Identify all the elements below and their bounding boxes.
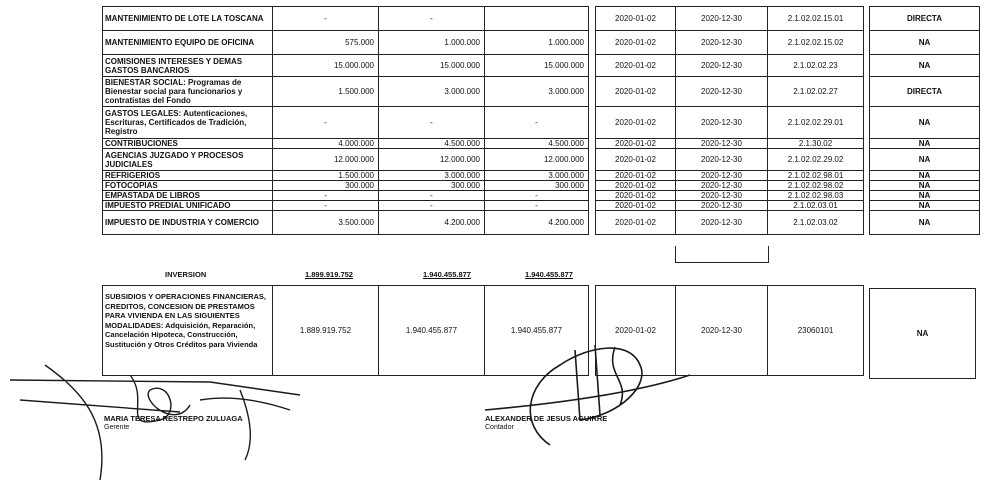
budget-modality-row [870,149,980,171]
budget-modality-row [870,31,980,55]
inversion-desc: SUBSIDIOS Y OPERACIONES FINANCIERAS, CREDITOS, CONCESION DE PRESTAMOS PARA VIVIENDA EN LAS SIGUIENTES MODALIDADES: Adquisición, Reparación, Cancelación Hipoteca, Construcción, Sustitución y Otros Créditos para Vivienda [103,286,273,376]
budget-desc: REFRIGERIOS [103,171,273,181]
budget-value-2: 4.500.000 [379,139,485,149]
budget-code: 2.1.02.02.15.01 [768,7,864,31]
budget-value-3: 300.000 [485,181,589,191]
budget-date-row [596,149,864,171]
budget-value-2: - [379,201,485,211]
inversion-end-date: 2020-12-30 [676,286,768,376]
budget-value-3: 12.000.000 [485,149,589,171]
budget-end-date: 2020-12-30 [676,171,768,181]
budget-start-date: 2020-01-02 [596,77,676,107]
budget-value-1: 12.000.000 [273,149,379,171]
budget-modality: NA [870,107,980,139]
budget-modality-row [870,7,980,31]
budget-modality: NA [870,55,980,77]
signer-right-role: Contador [485,424,514,431]
budget-code: 2.1.02.02.29.02 [768,149,864,171]
budget-row [103,77,589,107]
budget-start-date: 2020-01-02 [596,191,676,201]
budget-modality: NA [870,211,980,235]
budget-end-date: 2020-12-30 [676,107,768,139]
inversion-code: 23060101 [768,286,864,376]
budget-date-row [596,107,864,139]
budget-value-1: - [273,191,379,201]
budget-modality: NA [870,171,980,181]
budget-modality-row [870,211,980,235]
budget-modality-table [869,6,980,235]
budget-end-date: 2020-12-30 [676,201,768,211]
budget-modality-row [870,171,980,181]
budget-value-3: - [485,201,589,211]
budget-end-date: 2020-12-30 [676,55,768,77]
inversion-value-3: 1.940.455.877 [485,286,589,376]
budget-modality: NA [870,31,980,55]
budget-start-date: 2020-01-02 [596,7,676,31]
budget-row [103,7,589,31]
budget-start-date: 2020-01-02 [596,107,676,139]
budget-start-date: 2020-01-02 [596,139,676,149]
budget-value-2: 4.200.000 [379,211,485,235]
budget-modality: NA [870,139,980,149]
budget-desc: COMISIONES INTERESES Y DEMAS GASTOS BANCARIOS [103,55,273,77]
budget-code: 2.1.02.03.01 [768,201,864,211]
budget-start-date: 2020-01-02 [596,201,676,211]
budget-row [103,191,589,201]
budget-value-3: 3.000.000 [485,171,589,181]
budget-modality-row [870,191,980,201]
signature-left-scribble [0,360,320,495]
inversion-modality-table [869,288,976,379]
budget-code: 2.1.02.02.27 [768,77,864,107]
budget-date-row [596,77,864,107]
budget-value-1: 575.000 [273,31,379,55]
budget-modality-row [870,107,980,139]
budget-value-1: - [273,107,379,139]
budget-value-2: 15.000.000 [379,55,485,77]
budget-date-row [596,7,864,31]
budget-modality-row [870,181,980,191]
budget-modality: DIRECTA [870,77,980,107]
budget-desc: FOTOCOPIAS [103,181,273,191]
budget-value-3 [485,7,589,31]
budget-date-row [596,211,864,235]
budget-row [103,149,589,171]
budget-start-date: 2020-01-02 [596,181,676,191]
budget-modality: DIRECTA [870,7,980,31]
budget-modality-row [870,77,980,107]
budget-code: 2.1.02.02.98.01 [768,171,864,181]
budget-values-table [102,6,589,235]
budget-modality: NA [870,149,980,171]
budget-end-date: 2020-12-30 [676,139,768,149]
budget-modality: NA [870,201,980,211]
inversion-label: INVERSION [165,270,207,279]
budget-row [103,211,589,235]
budget-start-date: 2020-01-02 [596,55,676,77]
budget-value-2: 12.000.000 [379,149,485,171]
budget-value-1: 1.500.000 [273,77,379,107]
signer-left-role: Gerente [104,424,130,431]
inversion-total-1: 1.899.919.752 [305,270,353,279]
budget-date-row [596,31,864,55]
signer-right-name: ALEXANDER DE JESUS AGUIRRE [485,414,608,423]
budget-code: 2.1.02.02.29.01 [768,107,864,139]
inversion-start-date: 2020-01-02 [596,286,676,376]
budget-date-row [596,55,864,77]
inversion-total-2: 1.940.455.877 [423,270,471,279]
budget-modality-row [870,55,980,77]
budget-date-row [596,191,864,201]
budget-modality-row [870,201,980,211]
budget-desc: MANTENIMIENTO DE LOTE LA TOSCANA [103,7,273,31]
budget-start-date: 2020-01-02 [596,211,676,235]
signature-right-scribble [480,325,700,455]
budget-value-2: 300.000 [379,181,485,191]
budget-end-date: 2020-12-30 [676,191,768,201]
budget-value-1: - [273,201,379,211]
budget-value-1: - [273,7,379,31]
budget-code: 2.1.02.03.02 [768,211,864,235]
budget-desc: IMPUESTO DE INDUSTRIA Y COMERCIO [103,211,273,235]
budget-value-3: 4.500.000 [485,139,589,149]
budget-date-row [596,171,864,181]
budget-value-1: 3.500.000 [273,211,379,235]
budget-value-3: - [485,191,589,201]
budget-row [103,171,589,181]
inversion-modality: NA [870,289,976,379]
budget-desc: AGENCIAS JUZGADO Y PROCESOS JUDICIALES [103,149,273,171]
budget-date-row [596,139,864,149]
budget-code: 2.1.30.02 [768,139,864,149]
budget-date-row [596,201,864,211]
budget-value-3: 4.200.000 [485,211,589,235]
budget-value-1: 4.000.000 [273,139,379,149]
budget-desc: EMPASTADA DE LIBROS [103,191,273,201]
budget-row [103,181,589,191]
budget-value-3: 15.000.000 [485,55,589,77]
budget-desc: GASTOS LEGALES: Autenticaciones, Escrituras, Certificados de Tradición, Registro [103,107,273,139]
budget-code: 2.1.02.02.98.03 [768,191,864,201]
budget-date-row [596,181,864,191]
budget-end-date: 2020-12-30 [676,7,768,31]
budget-modality: NA [870,191,980,201]
budget-row [103,107,589,139]
budget-value-2: - [379,107,485,139]
budget-value-3: 1.000.000 [485,31,589,55]
budget-start-date: 2020-01-02 [596,171,676,181]
budget-code: 2.1.02.02.98.02 [768,181,864,191]
budget-end-date: 2020-12-30 [676,77,768,107]
budget-desc: CONTRIBUCIONES [103,139,273,149]
budget-value-1: 15.000.000 [273,55,379,77]
budget-value-2: - [379,7,485,31]
budget-row [103,201,589,211]
budget-value-2: 1.000.000 [379,31,485,55]
empty-date-box [675,246,769,263]
budget-end-date: 2020-12-30 [676,181,768,191]
budget-row [103,139,589,149]
budget-desc: IMPUESTO PREDIAL UNIFICADO [103,201,273,211]
budget-value-3: 3.000.000 [485,77,589,107]
inversion-total-3: 1.940.455.877 [525,270,573,279]
budget-row [103,31,589,55]
budget-end-date: 2020-12-30 [676,149,768,171]
budget-end-date: 2020-12-30 [676,211,768,235]
budget-value-3: - [485,107,589,139]
budget-start-date: 2020-01-02 [596,31,676,55]
budget-row [103,55,589,77]
budget-value-2: 3.000.000 [379,171,485,181]
budget-end-date: 2020-12-30 [676,31,768,55]
budget-dates-table [595,6,864,235]
budget-desc: BIENESTAR SOCIAL: Programas de Bienestar social para funcionarios y contratistas del Fondo [103,77,273,107]
budget-value-2: 3.000.000 [379,77,485,107]
budget-value-2: - [379,191,485,201]
budget-code: 2.1.02.02.23 [768,55,864,77]
inversion-value-1: 1.889.919.752 [273,286,379,376]
budget-modality-row [870,139,980,149]
budget-desc: MANTENIMIENTO EQUIPO DE OFICINA [103,31,273,55]
budget-code: 2.1.02.02.15.02 [768,31,864,55]
budget-value-1: 300.000 [273,181,379,191]
budget-start-date: 2020-01-02 [596,149,676,171]
signer-left-name: MARIA TERESA RESTREPO ZULUAGA [104,414,243,423]
inversion-value-2: 1.940.455.877 [379,286,485,376]
budget-value-1: 1.500.000 [273,171,379,181]
budget-modality: NA [870,181,980,191]
